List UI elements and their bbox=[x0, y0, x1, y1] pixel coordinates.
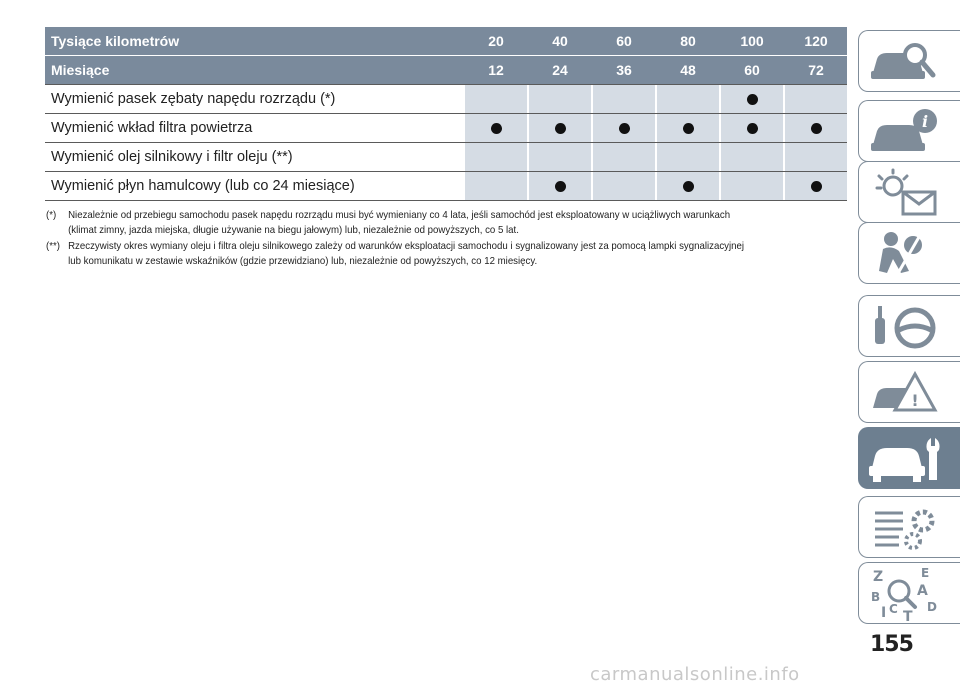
row-label: Wymienić wkład filtra powietrza bbox=[51, 120, 253, 136]
scheduled-dot-icon bbox=[811, 181, 822, 192]
svg-text:i: i bbox=[921, 112, 929, 131]
table-row bbox=[45, 171, 847, 201]
row-cells bbox=[463, 114, 847, 142]
schedule-cell bbox=[465, 114, 527, 142]
schedule-cell bbox=[529, 143, 591, 171]
svg-text:D: D bbox=[927, 600, 937, 614]
header-row-months bbox=[45, 55, 847, 84]
schedule-cell bbox=[785, 172, 847, 200]
tab-warning-lights[interactable] bbox=[858, 161, 960, 223]
svg-text:B: B bbox=[871, 590, 881, 604]
row-label: Wymienić pasek zębaty napędu rozrządu (*) bbox=[51, 91, 336, 107]
schedule-cell bbox=[657, 85, 719, 113]
schedule-cell bbox=[593, 143, 655, 171]
header-cell: 100 bbox=[721, 27, 783, 55]
tab-safety[interactable] bbox=[858, 222, 960, 284]
header-cell: 80 bbox=[657, 27, 719, 55]
header-cell: 72 bbox=[785, 56, 847, 84]
footnotes bbox=[46, 208, 782, 270]
scheduled-dot-icon bbox=[747, 94, 758, 105]
header-cell: 40 bbox=[529, 27, 591, 55]
schedule-cell bbox=[785, 143, 847, 171]
header-label-months: Miesiące bbox=[51, 62, 110, 78]
page-number: 155 bbox=[870, 632, 913, 657]
row-cells bbox=[463, 172, 847, 200]
tab-starting-driving[interactable] bbox=[858, 295, 960, 357]
schedule-cell bbox=[529, 172, 591, 200]
watermark: carmanualsonline.info bbox=[590, 664, 800, 685]
header-cell: 36 bbox=[593, 56, 655, 84]
schedule-cell bbox=[721, 143, 783, 171]
header-cell: 48 bbox=[657, 56, 719, 84]
footnote-text-continued: lub komunikatu w zestawie wskaźników (gdzie przewidziano) lub, niezależnie od powyższych, co 12 miesięcy. bbox=[68, 255, 538, 267]
header-cell: 24 bbox=[529, 56, 591, 84]
car-info-icon bbox=[869, 105, 949, 159]
schedule-cell bbox=[593, 114, 655, 142]
table-row bbox=[45, 84, 847, 113]
svg-text:C: C bbox=[889, 602, 898, 616]
scheduled-dot-icon bbox=[491, 123, 502, 134]
tab-maintenance[interactable] bbox=[858, 427, 960, 489]
schedule-cell bbox=[721, 114, 783, 142]
airbag-person-icon bbox=[869, 227, 949, 281]
scheduled-dot-icon bbox=[555, 123, 566, 134]
schedule-cell bbox=[657, 114, 719, 142]
header-row-kilometers bbox=[45, 27, 847, 55]
table-row bbox=[45, 142, 847, 171]
footnote-text-continued: (klimat zimny, jazda miejska, długie używanie na biegu jałowym) lub, niezależnie od powyższych, co 5 lat. bbox=[68, 224, 519, 236]
svg-text:Z: Z bbox=[873, 569, 884, 585]
schedule-cell bbox=[657, 143, 719, 171]
schedule-cell bbox=[465, 143, 527, 171]
schedule-cell bbox=[721, 172, 783, 200]
tab-index[interactable] bbox=[858, 562, 960, 624]
footnote-mark: (**) bbox=[46, 240, 60, 252]
schedule-cell bbox=[593, 172, 655, 200]
warning-light-message-icon bbox=[869, 166, 949, 220]
row-cells bbox=[463, 143, 847, 171]
tab-emergency[interactable] bbox=[858, 361, 960, 423]
schedule-cell bbox=[657, 172, 719, 200]
footnote-engine-oil bbox=[46, 239, 782, 269]
header-cell: 20 bbox=[465, 27, 527, 55]
header-cell: 120 bbox=[785, 27, 847, 55]
header-cell: 60 bbox=[721, 56, 783, 84]
scheduled-dot-icon bbox=[683, 123, 694, 134]
svg-text:E: E bbox=[921, 567, 930, 580]
car-accident-warning-icon bbox=[869, 366, 949, 420]
footnote-mark: (*) bbox=[46, 209, 57, 221]
tab-technical-data[interactable] bbox=[858, 496, 960, 558]
header-cell: 12 bbox=[465, 56, 527, 84]
specs-gear-icon bbox=[869, 501, 949, 555]
footnote-text: Niezależnie od przebiegu samochodu pasek napędu rozrządu musi być wymieniany co 4 lata, jeśli samochód jest eksploatowany w uciążliwych warunkach bbox=[68, 209, 731, 221]
schedule-cell bbox=[529, 114, 591, 142]
svg-text:T: T bbox=[903, 609, 913, 625]
scheduled-dot-icon bbox=[619, 123, 630, 134]
row-label: Wymienić płyn hamulcowy (lub co 24 miesiące) bbox=[51, 178, 355, 194]
scheduled-dot-icon bbox=[555, 181, 566, 192]
schedule-cell bbox=[465, 85, 527, 113]
row-cells bbox=[463, 85, 847, 113]
footnote-timing-belt bbox=[46, 208, 782, 238]
schedule-cell bbox=[593, 85, 655, 113]
schedule-cell bbox=[721, 85, 783, 113]
svg-text:A: A bbox=[917, 583, 928, 599]
schedule-cell bbox=[465, 172, 527, 200]
scheduled-dot-icon bbox=[811, 123, 822, 134]
header-cell: 60 bbox=[593, 27, 655, 55]
car-maintenance-wrench-icon bbox=[869, 432, 949, 486]
footnote-text: Rzeczywisty okres wymiany oleju i filtra oleju silnikowego zależy od warunków eksploatacji samochodu i sygnalizowany jest za pomocą lampki sygnalizacyjnej bbox=[68, 240, 745, 252]
car-search-icon bbox=[869, 35, 949, 89]
alphabetical-index-icon bbox=[869, 567, 949, 625]
schedule-cell bbox=[785, 114, 847, 142]
svg-text:I: I bbox=[881, 605, 887, 621]
scheduled-dot-icon bbox=[683, 181, 694, 192]
steering-wheel-key-icon bbox=[869, 300, 949, 354]
table-row bbox=[45, 113, 847, 142]
header-label-kilometers: Tysiące kilometrów bbox=[51, 33, 180, 49]
row-label: Wymienić olej silnikowy i filtr oleju (**) bbox=[51, 149, 293, 165]
schedule-cell bbox=[785, 85, 847, 113]
svg-text:!: ! bbox=[911, 391, 919, 410]
scheduled-dot-icon bbox=[747, 123, 758, 134]
tab-car-info[interactable] bbox=[858, 100, 960, 162]
schedule-cell bbox=[529, 85, 591, 113]
tab-car-search[interactable] bbox=[858, 30, 960, 92]
maintenance-schedule-table bbox=[45, 27, 847, 201]
